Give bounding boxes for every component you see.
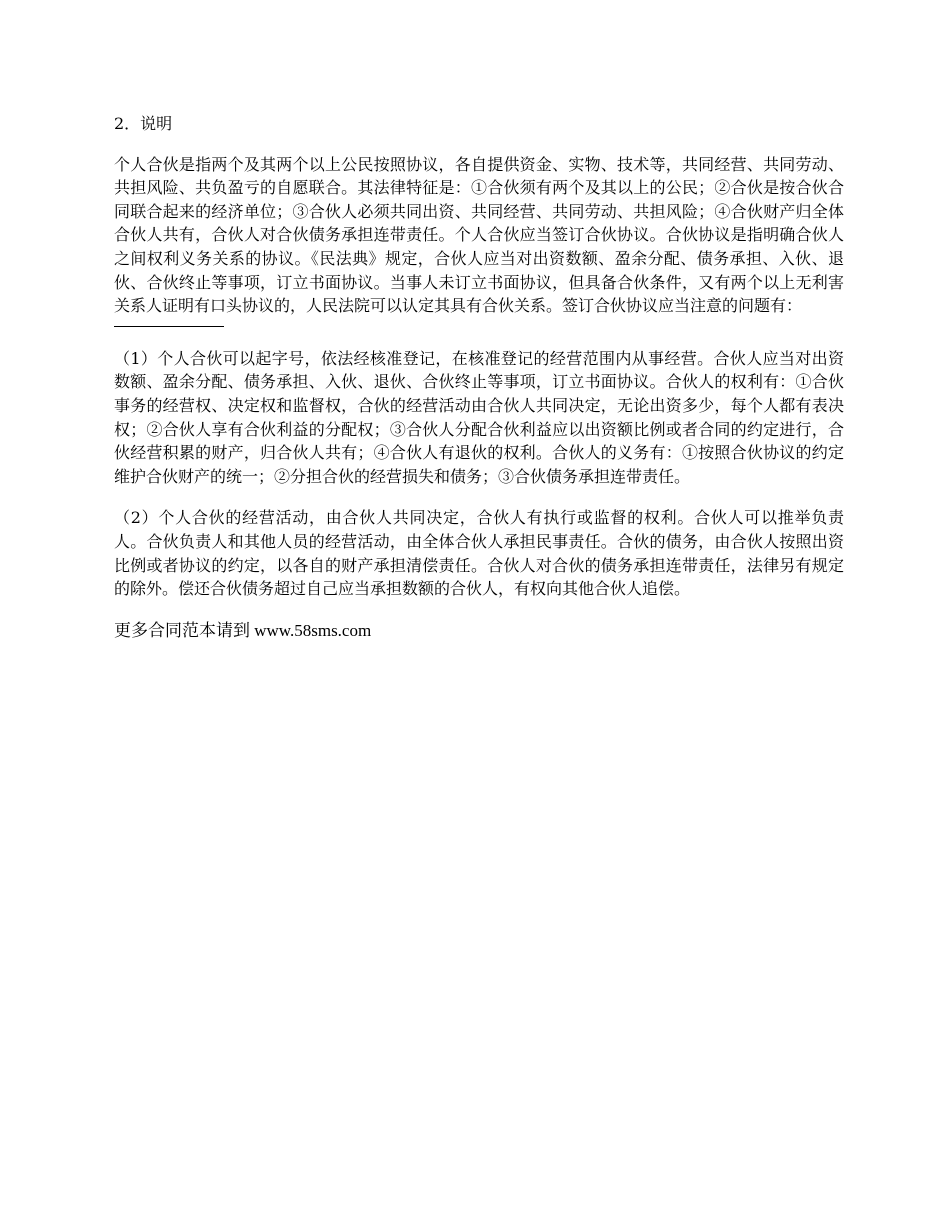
fill-in-blank-line — [114, 326, 224, 327]
rights-duties-paragraph: （1）个人合伙可以起字号，依法经核准登记，在核准登记的经营范围内从事经营。合伙人应当对出资数额、盈余分配、债务承担、入伙、退伙、合伙终止等事项，订立书面协议。合伙人的权利有：①合伙事务的经营权、决定权和监督权，合伙的经营活动由合伙人共同决定，无论出资多少，每个人都有表决权；②合伙人享有合伙利益的分配权；③合伙人分配合伙利益应以出资额比例或者合同的约定进行，合伙经营积累的财产，归合伙人共有；④合伙人有退伙的权利。合伙人的义务有：①按照合伙协议的约定维护合伙财产的统一；②分担合伙的经营损失和债务；③合伙债务承担连带责任。 — [114, 348, 844, 486]
operation-liability-paragraph: （2）个人合伙的经营活动，由合伙人共同决定，合伙人有执行或监督的权利。合伙人可以推举负责人。合伙负责人和其他人员的经营活动，由全体合伙人承担民事责任。合伙的债务，由合伙人按照出资比例或者协议的约定，以各自的财产承担清偿责任。合伙人对合伙的债务承担连带责任，法律另有规定的除外。偿还合伙债务超过自己应当承担数额的合伙人，有权向其他合伙人追偿。 — [114, 508, 844, 599]
section-heading: 2．说明 — [114, 114, 173, 133]
document-page — [114, 112, 844, 642]
footer-link-text: 更多合同范本请到 www.58sms.com — [114, 620, 372, 640]
intro-paragraph: 个人合伙是指两个及其两个以上公民按照协议，各自提供资金、实物、技术等，共同经营、共同劳动、共担风险、共负盈亏的自愿联合。其法律特征是：①合伙须有两个及其以上的公民；②合伙是按合伙合同联合起来的经济单位；③合伙人必须共同出资、共同经营、共同劳动、共担风险；④合伙财产归全体合伙人共有，合伙人对合伙债务承担连带责任。个人合伙应当签订合伙协议。合伙协议是指明确合伙人之间权利义务关系的协议。《民法典》规定，合伙人应当对出资数额、盈余分配、债务承担、入伙、退伙、合伙终止等事项，订立书面协议。当事人未订立书面协议，但具备合伙条件，又有两个以上无利害关系人证明有口头协议的，人民法院可以认定其具有合伙关系。签订合伙协议应当注意的问题有： — [114, 154, 844, 316]
